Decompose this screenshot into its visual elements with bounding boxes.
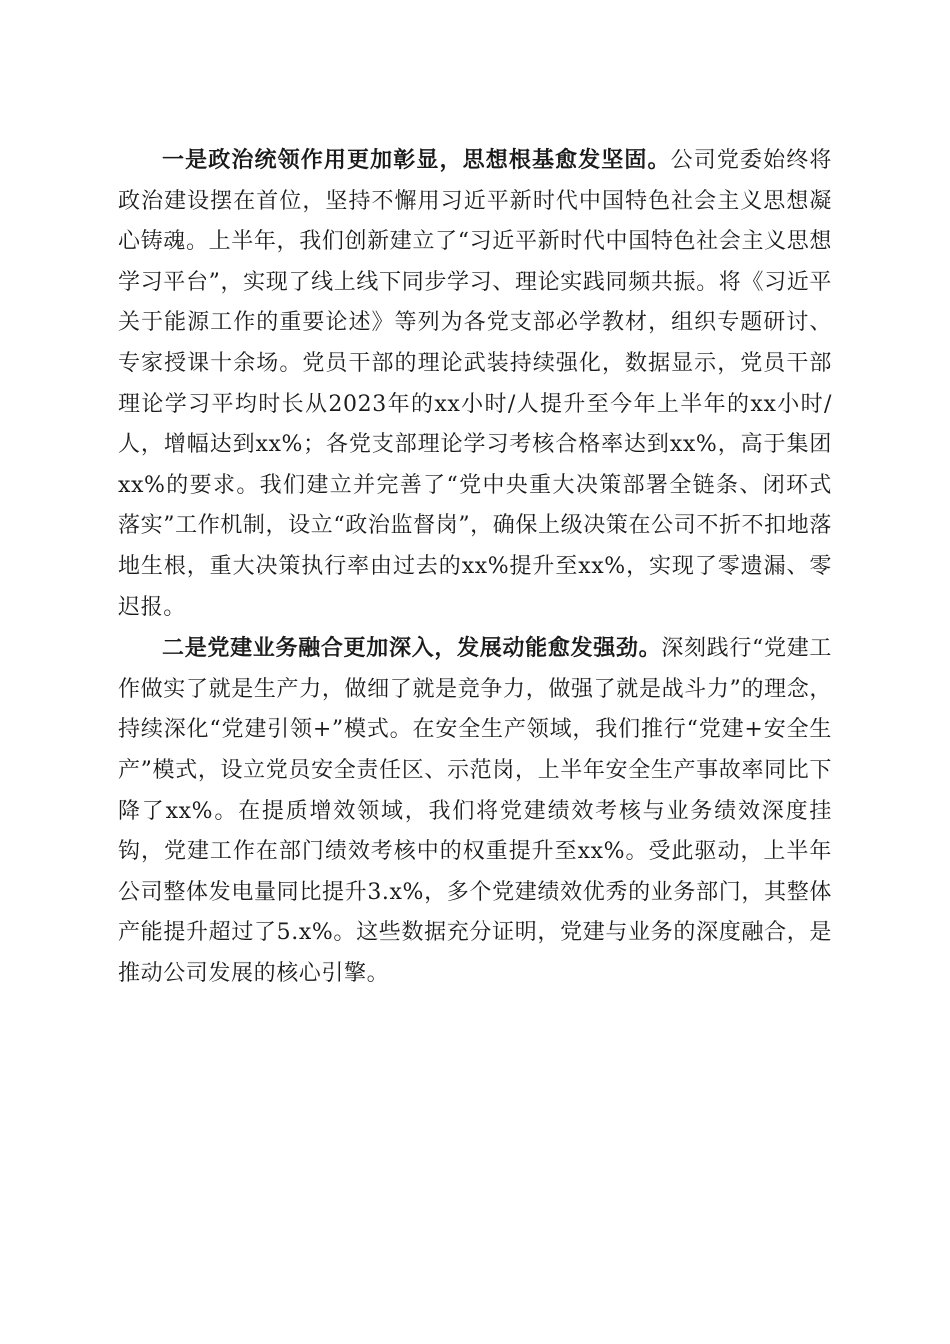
paragraph-body: 公司党委始终将政治建设摆在首位，坚持不懈用习近平新时代中国特色社会主义思想凝心铸魂。上半年，我们创新建立了“习近平新时代中国特色社会主义思想学习平台”，实现了线上线下同步学习、理论实践同频共振。将《习近平关于能源工作的重要论述》等列为各党支部必学教材，组织专题研讨、专家授课十余场。党员干部的理论武装持续强化，数据显示，党员干部理论学习平均时长从2023年的xx小时/人提升至今年上半年的xx小时/人，增幅达到xx%；各党支部理论学习考核合格率达到xx%，高于集团xx%的要求。我们建立并完善了“党中央重大决策部署全链条、闭环式落实”工作机制，设立“政治监督岗”，确保上级决策在公司不折不扣地落地生根，重大决策执行率由过去的xx%提升至xx%，实现了零遗漏、零迟报。 — [118, 148, 832, 620]
paragraph-lead: 二是党建业务融合更加深入，发展动能愈发强劲。 — [162, 635, 662, 662]
paragraph-lead: 一是政治统领作用更加彰显，思想根基愈发坚固。 — [162, 147, 671, 173]
paragraph-body: 深刻践行“党建工作做实了就是生产力，做细了就是竞争力，做强了就是战斗力”的理念，持续深化“党建引领+”模式。在安全生产领域，我们推行“党建+安全生产”模式，设立党员安全责任区、示范岗，上半年安全生产事故率同比下降了xx%。在提质增效领域，我们将党建绩效考核与业务绩效深度挂钩，党建工作在部门绩效考核中的权重提升至xx%。受此驱动，上半年公司整体发电量同比提升3.x%，多个党建绩效优秀的业务部门，其整体产能提升超过了5.x%。这些数据充分证明，党建与业务的深度融合，是推动公司发展的核心引擎。 — [118, 636, 832, 986]
paragraph-party-business-integration — [118, 628, 832, 994]
document-page — [118, 140, 832, 994]
paragraph-political-leadership — [118, 140, 832, 628]
